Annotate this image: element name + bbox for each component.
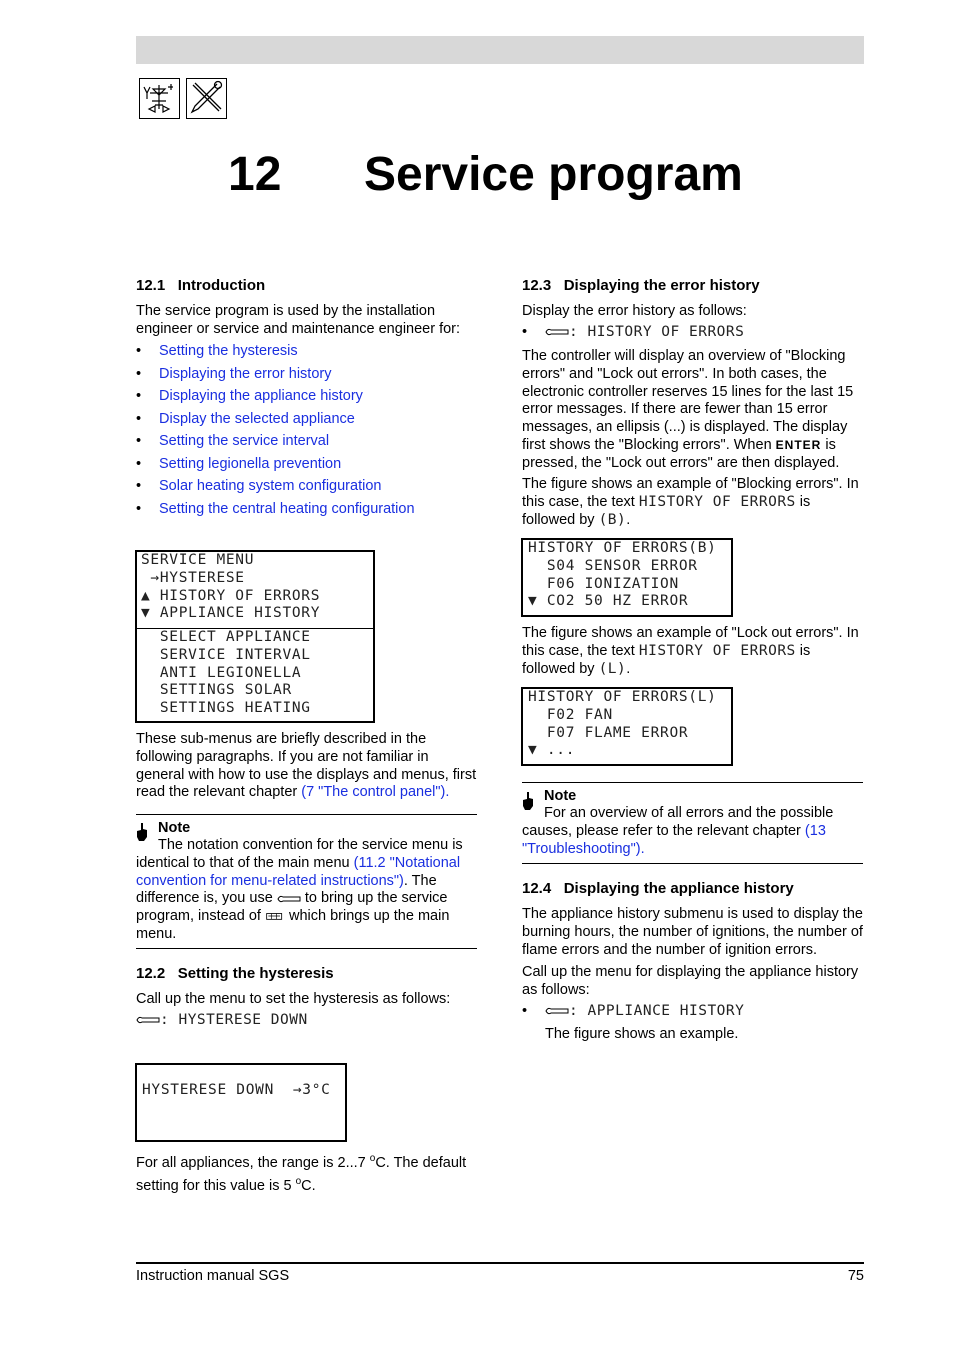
note-bottom-rule bbox=[522, 863, 863, 864]
link-appliance-history[interactable]: Displaying the appliance history bbox=[159, 388, 363, 404]
appliance-history-description: The appliance history submenu is used to display the burning hours, the number of ignitions, the number of flame errors and the number of ignition errors. bbox=[522, 906, 863, 958]
list-item bbox=[136, 478, 476, 501]
page-number: 75 bbox=[847, 1268, 864, 1284]
hysteresis-intro: Call up the menu to set the hysteresis as follows: bbox=[136, 991, 451, 1007]
hysteresis-range-text: For all appliances, the range is 2...7 $^o$C. The default setting for this value is 5 $^o$C. bbox=[136, 1153, 467, 1194]
note-top-rule bbox=[522, 782, 863, 783]
section-heading-appliance-history: 12.4 Displaying the appliance history bbox=[522, 880, 794, 897]
list-item bbox=[136, 343, 476, 366]
menu-line: ▲ HISTORY OF ERRORS bbox=[141, 587, 321, 604]
link-control-panel[interactable]: (7 "The control panel"). bbox=[301, 784, 450, 801]
note-title: Note bbox=[544, 788, 577, 804]
list-item bbox=[136, 366, 476, 389]
lockout-errors-display bbox=[521, 687, 733, 766]
link-list bbox=[136, 343, 476, 523]
list-item bbox=[136, 501, 476, 524]
service-menu-display bbox=[135, 550, 375, 723]
link-legionella[interactable]: Setting legionella prevention bbox=[159, 455, 342, 472]
menu-line: SELECT APPLIANCE bbox=[141, 629, 311, 645]
header-bar bbox=[136, 36, 864, 64]
list-item bbox=[136, 388, 476, 411]
section-heading-introduction: 12.1 Introduction bbox=[136, 277, 266, 294]
hysteresis-path: : HYSTERESE DOWN bbox=[136, 1012, 308, 1030]
section-heading-hysteresis: 12.2 Setting the hysteresis bbox=[136, 965, 334, 982]
note-bottom-rule bbox=[136, 948, 477, 949]
link-solar-config[interactable]: Solar heating system configuration bbox=[159, 478, 382, 494]
error-line: HISTORY OF ERRORS(L) bbox=[528, 689, 717, 705]
list-item bbox=[136, 433, 476, 456]
wrench-icon bbox=[136, 1016, 160, 1024]
submenu-description: These sub-menus are briefly described in the following paragraphs. If you are not familiar in general with how to use the displays and menus, first read the relevant chapter (7 "The control panel"). bbox=[136, 731, 477, 801]
hysteresis-value-line: HYSTERESE DOWN →3°C bbox=[142, 1082, 331, 1098]
link-setting-hysteresis[interactable]: Setting the hysteresis bbox=[159, 343, 298, 359]
wrench-icon bbox=[545, 1007, 569, 1015]
note-text: The notation convention for the service menu is identical to that of the main menu (11.2 "Notational convention for menu-related instructions"). The difference is, you use to bring up the service program, instead of which brings up the main menu. bbox=[136, 837, 463, 942]
wrench-icon bbox=[545, 328, 569, 336]
note-title: Note bbox=[158, 820, 191, 836]
appliance-history-intro: Call up the menu for displaying the appliance history as follows: bbox=[522, 964, 859, 998]
menu-line: SETTINGS SOLAR bbox=[141, 682, 292, 699]
enter-key-label: ENTER bbox=[775, 437, 822, 452]
link-heating-config[interactable]: Setting the central heating configuration bbox=[159, 500, 415, 517]
error-line: F07 FLAME ERROR bbox=[528, 724, 689, 741]
section-heading-error-history: 12.3 Displaying the error history bbox=[522, 277, 760, 294]
tools-icon bbox=[186, 78, 227, 119]
blocking-errors-text: The figure shows an example of "Blocking errors". In this case, the text HISTORY OF ERRORS is followed by (B). bbox=[522, 476, 859, 528]
link-selected-appliance[interactable]: Display the selected appliance bbox=[159, 410, 355, 427]
link-service-interval[interactable]: Setting the service interval bbox=[159, 433, 330, 449]
lockout-errors-text: The figure shows an example of "Lock out errors". In this case, the text HISTORY OF ERRORS is followed by (L). bbox=[522, 625, 859, 677]
note-top-rule bbox=[136, 814, 477, 815]
error-history-description: The controller will display an overview of "Blocking errors" and "Lock out errors". In both cases, the electronic controller reserves 15 lines for the last 15 error messages. If there are fewer than 15 error messages, an ellipsis (...) is displayed. The display first shows the "Blocking errors". When ENTER is pressed, the "Lock out errors" are then displayed. bbox=[522, 348, 854, 471]
chapter-number: 12 bbox=[228, 148, 282, 201]
menu-line: SERVICE INTERVAL bbox=[141, 646, 311, 663]
menu-line: ANTI LEGIONELLA bbox=[141, 664, 302, 681]
menu-line: SERVICE MENU bbox=[141, 552, 255, 568]
list-item bbox=[136, 411, 476, 434]
wrench-icon bbox=[277, 895, 301, 903]
appliance-example-text: The figure shows an example. bbox=[545, 1026, 739, 1042]
error-line: HISTORY OF ERRORS(B) bbox=[528, 540, 717, 556]
footer-manual-title: Instruction manual SGS bbox=[136, 1268, 290, 1284]
error-history-path: • : HISTORY OF ERRORS bbox=[522, 324, 745, 340]
chapter-title: Service program bbox=[364, 148, 743, 201]
link-troubleshooting[interactable]: (13 "Troubleshooting"). bbox=[522, 822, 826, 857]
note-text: For an overview of all errors and the possible causes, please refer to the relevant chapter (13 "Troubleshooting"). bbox=[522, 805, 834, 857]
error-line: ▼ CO2 50 HZ ERROR bbox=[528, 593, 689, 610]
blocking-errors-display bbox=[521, 538, 733, 617]
link-notational-convention[interactable]: (11.2 "Notational convention for menu-related instructions") bbox=[136, 854, 461, 889]
menu-line: ▼ APPLIANCE HISTORY bbox=[141, 605, 321, 622]
menu-line: SETTINGS HEATING bbox=[141, 700, 311, 717]
menu-icon bbox=[265, 911, 285, 921]
appliance-history-path: • : APPLIANCE HISTORY bbox=[522, 1003, 745, 1019]
error-line: F02 FAN bbox=[528, 706, 613, 723]
valve-schematic-icon bbox=[139, 78, 180, 119]
error-line: F06 IONIZATION bbox=[528, 575, 679, 592]
hysteresis-display bbox=[135, 1063, 347, 1142]
intro-paragraph: The service program is used by the installation engineer or service and maintenance engineer for: bbox=[136, 303, 461, 337]
menu-line: →HYSTERESE bbox=[141, 569, 245, 586]
list-item bbox=[136, 456, 476, 479]
error-history-intro: Display the error history as follows: bbox=[522, 303, 747, 319]
error-line: S04 SENSOR ERROR bbox=[528, 557, 698, 574]
error-line: ▼ ... bbox=[528, 742, 576, 759]
footer-rule bbox=[136, 1262, 864, 1264]
link-error-history[interactable]: Displaying the error history bbox=[159, 365, 332, 382]
